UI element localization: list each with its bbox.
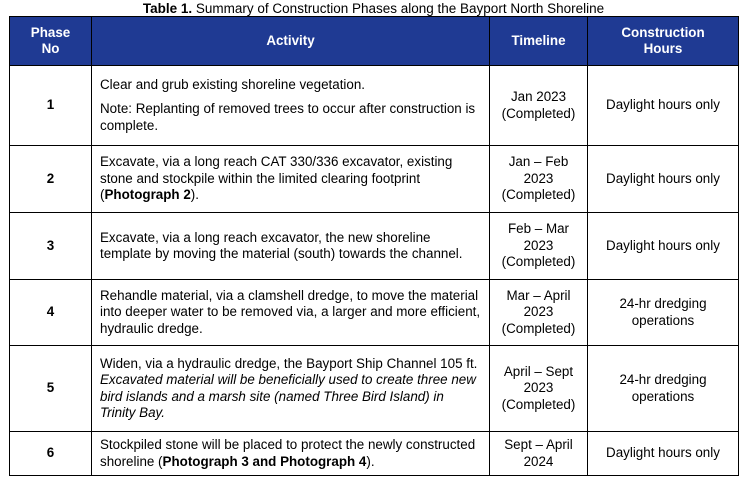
phase-number: 3	[10, 213, 92, 280]
table-row	[10, 432, 739, 476]
table-row	[10, 66, 739, 146]
header-construction-hours: Construction Hours	[588, 17, 739, 66]
caption-label: Table 1.	[142, 1, 193, 16]
table-caption	[0, 0, 747, 17]
table-row	[10, 346, 739, 432]
caption-title: Summary of Construction Phases along the Bayport North Shoreline	[192, 1, 605, 16]
activity-cell: Widen, via a hydraulic dredge, the Bayport Ship Channel 105 ft. Excavated material will be beneficially used to create three new bird islands and a marsh site (named Three Bird Island) in Trinity Bay.	[92, 346, 490, 432]
table-row	[10, 213, 739, 280]
phase-number: 5	[10, 346, 92, 432]
timeline-cell: Jan 2023 (Completed)	[490, 66, 588, 146]
header-activity: Activity	[92, 17, 490, 66]
timeline-cell: Jan – Feb 2023 (Completed)	[490, 146, 588, 213]
phase-number: 6	[10, 432, 92, 476]
activity-cell: Excavate, via a long reach CAT 330/336 excavator, existing stone and stockpile within the limited clearing footprint (Photograph 2).	[92, 146, 490, 213]
activity-cell: Excavate, via a long reach excavator, the new shoreline template by moving the material (south) towards the channel.	[92, 213, 490, 280]
timeline-cell: Mar – April 2023 (Completed)	[490, 280, 588, 346]
hours-cell: Daylight hours only	[588, 432, 739, 476]
hours-cell: Daylight hours only	[588, 146, 739, 213]
table-row	[10, 280, 739, 346]
activity-cell	[92, 66, 490, 146]
hours-cell: Daylight hours only	[588, 213, 739, 280]
table-header-row	[10, 17, 739, 66]
activity-text: Clear and grub existing shoreline vegetation.	[100, 76, 366, 92]
activity-italic-text: Excavated material will be beneficially used to create three new bird islands and a marsh site (named Three Bird Island) in Trinity Bay.	[100, 372, 476, 420]
hours-cell: Daylight hours only	[588, 66, 739, 146]
activity-cell: Rehandle material, via a clamshell dredge, to move the material into deeper water to be removed via, a larger and more efficient, hydraulic dredge.	[92, 280, 490, 346]
activity-note: Note: Replanting of removed trees to occur after construction is complete.	[100, 101, 476, 133]
phase-number: 2	[10, 146, 92, 213]
photo-reference: Photograph 2	[104, 187, 191, 203]
hours-cell: 24-hr dredging operations	[588, 346, 739, 432]
photo-reference: Photograph 3 and Photograph 4	[162, 453, 367, 469]
timeline-cell: April – Sept 2023 (Completed)	[490, 346, 588, 432]
header-timeline: Timeline	[490, 17, 588, 66]
construction-phases-table	[9, 16, 739, 476]
phase-number: 1	[10, 66, 92, 146]
phase-number: 4	[10, 280, 92, 346]
hours-cell: 24-hr dredging operations	[588, 280, 739, 346]
timeline-cell: Feb – Mar 2023 (Completed)	[490, 213, 588, 280]
timeline-cell: Sept – April 2024	[490, 432, 588, 476]
header-phase-no: Phase No	[10, 17, 92, 66]
activity-cell: Stockpiled stone will be placed to protect the newly constructed shoreline (Photograph 3 and Photograph 4).	[92, 432, 490, 476]
table-row	[10, 146, 739, 213]
